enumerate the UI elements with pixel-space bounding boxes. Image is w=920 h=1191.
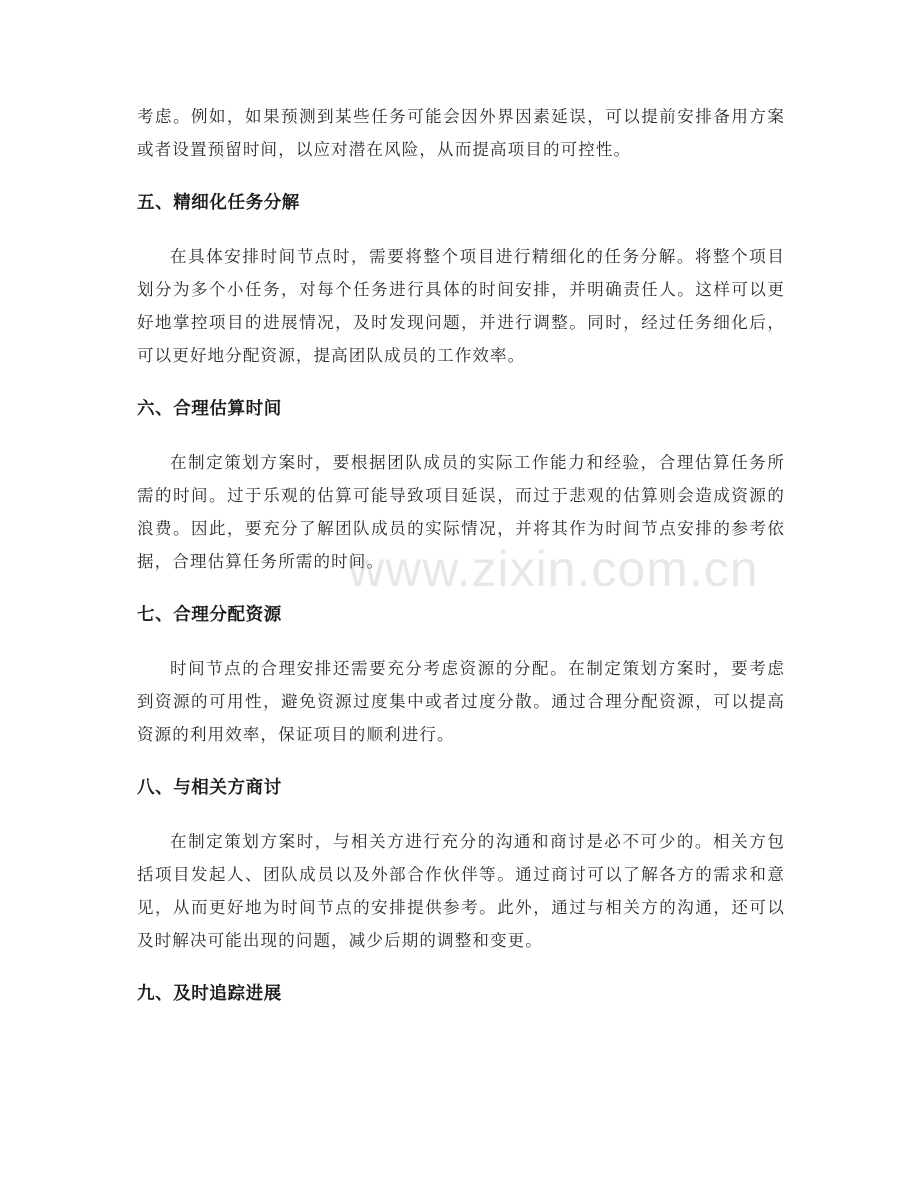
section-paragraph: 在制定策划方案时，与相关方进行充分的沟通和商讨是必不可少的。相关方包括项目发起人、团队成员以及外部合作伙伴等。通过商讨可以了解各方的需求和意见，从而更好地为时间节点的安排提供参考。此外，通过与相关方的沟通，还可以及时解决可能出现的问题，减少后期的调整和变更。 bbox=[137, 832, 785, 950]
intro-paragraph: 考虑。例如，如果预测到某些任务可能会因外界因素延误，可以提前安排备用方案或者设置预留时间，以应对潜在风险，从而提高项目的可控性。 bbox=[137, 107, 785, 159]
section-heading: 五、精细化任务分解 bbox=[137, 193, 300, 213]
section-paragraph: 在制定策划方案时，要根据团队成员的实际工作能力和经验，合理估算任务所需的时间。过于乐观的估算可能导致项目延误，而过于悲观的估算则会造成资源的浪费。因此，要充分了解团队成员的实际情况，并将其作为时间节点安排的参考依据，合理估算任务所需的时间。 bbox=[137, 453, 785, 571]
section-paragraph: 在具体安排时间节点时，需要将整个项目进行精细化的任务分解。将整个项目划分为多个小任务，对每个任务进行具体的时间安排，并明确责任人。这样可以更好地掌控项目的进展情况，及时发现问题，并进行调整。同时，经过任务细化后，可以更好地分配资源，提高团队成员的工作效率。 bbox=[137, 247, 785, 365]
section-heading: 六、合理估算时间 bbox=[137, 399, 282, 419]
section-heading: 七、合理分配资源 bbox=[137, 605, 282, 625]
section-8 bbox=[137, 773, 785, 957]
watermark: www.zixin.com.cn bbox=[348, 541, 759, 597]
section-heading: 八、与相关方商讨 bbox=[137, 778, 282, 798]
section-heading: 九、及时追踪进展 bbox=[137, 984, 282, 1004]
section-7 bbox=[137, 600, 785, 751]
section-paragraph: 时间节点的合理安排还需要充分考虑资源的分配。在制定策划方案时，要考虑到资源的可用性，避免资源过度集中或者过度分散。通过合理分配资源，可以提高资源的利用效率，保证项目的顺利进行。 bbox=[137, 659, 785, 744]
section-5 bbox=[137, 188, 785, 372]
section-9 bbox=[137, 979, 785, 1009]
